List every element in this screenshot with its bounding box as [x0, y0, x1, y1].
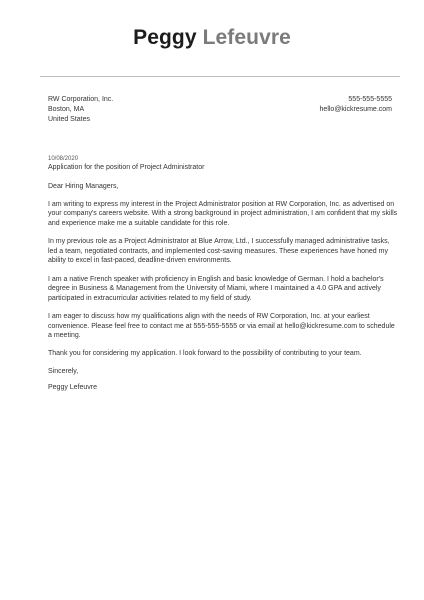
letter-closing: Sincerely, — [48, 368, 79, 376]
letter-paragraph-5: Thank you for considering my application. I look forward to the possibility of contributing to your team. — [48, 350, 362, 358]
letter-date: 10/08/2020 — [48, 156, 79, 162]
letter-subject: Application for the position of Project Administrator — [48, 164, 205, 171]
letter-body — [48, 155, 398, 399]
letter-salutation: Dear Hiring Managers, — [48, 182, 119, 190]
letter-signoff — [48, 367, 398, 392]
last-name: Lefeuvre — [202, 26, 291, 49]
header-divider — [40, 76, 400, 77]
recipient-city: Boston, MA — [48, 106, 85, 113]
letter-paragraph-1: I am writing to express my interest in the Project Administrator position at RW Corporation, Inc. as advertised on your company's careers website. With a strong background in project administration, I am confident that my skills and experience make me a suitable candidate for this role. — [48, 200, 398, 227]
recipient-company: RW Corporation, Inc. — [48, 96, 114, 103]
recipient-address — [48, 95, 113, 125]
letter-paragraph-4: I am eager to discuss how my qualifications align with the needs of RW Corporation, Inc. at your earliest convenience. Please feel free to contact me at 555-555-5555 or via email at hello@kickresume.com to schedule a meeting. — [48, 312, 395, 340]
letter-signature: Peggy Lefeuvre — [48, 384, 98, 392]
contact-phone: 555-555-5555 — [348, 96, 392, 103]
letter-paragraph-2: In my previous role as a Project Administrator at Blue Arrow, Ltd., I successfully managed administrative tasks, led a team, negotiated contracts, and implemented cost-saving measures. These experiences have honed my ability to excel in fast-paced, deadline-driven environments. — [48, 238, 390, 265]
applicant-name — [0, 26, 424, 50]
first-name: Peggy — [133, 26, 197, 49]
letter-paragraph-3: I am a native French speaker with proficiency in English and basic knowledge of German. I hold a bachelor's degree in Business & Management from the University of Miami, where I maintained a 4.0 GPA and actively participated in extracurricular activities related to my field of study. — [48, 275, 384, 302]
applicant-contact — [320, 95, 392, 115]
contact-email: hello@kickresume.com — [319, 106, 392, 113]
recipient-country: United States — [48, 116, 91, 123]
